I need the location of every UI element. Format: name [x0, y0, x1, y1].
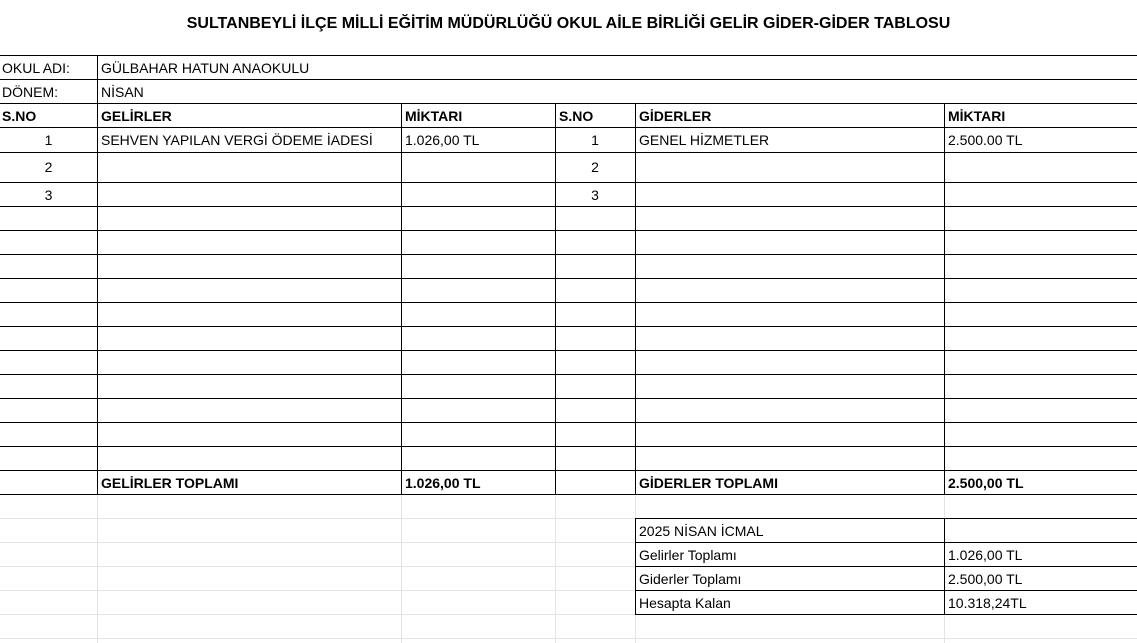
row-1-expense-amount[interactable]: 2.500.00 TL — [948, 132, 1023, 148]
row-2-no[interactable]: 2 — [44, 159, 53, 175]
header-expense-amount: MİKTARI — [948, 108, 1006, 124]
school-label: OKUL ADI: — [2, 60, 70, 76]
header-income: GELİRLER — [101, 108, 172, 124]
table-border — [0, 398, 1137, 399]
table-border — [0, 79, 1137, 80]
table-border — [0, 127, 1137, 128]
summary-income-value[interactable]: 1.026,00 TL — [948, 547, 1023, 563]
summary-balance-label: Hesapta Kalan — [639, 595, 731, 611]
table-border — [0, 350, 1137, 351]
header-expense: GİDERLER — [639, 108, 712, 124]
table-border — [0, 103, 1137, 104]
summary-border — [635, 614, 1137, 615]
page-title: SULTANBEYLİ İLÇE MİLLİ EĞİTİM MÜDÜRLÜĞÜ OKUL AİLE BİRLİĞİ GELİR GİDER-GİDER TABLOSU — [186, 15, 951, 32]
table-border — [0, 470, 1137, 471]
row-3-no[interactable]: 3 — [44, 187, 53, 203]
gridline — [0, 638, 1137, 639]
summary-balance-value[interactable]: 10.318,24TL — [948, 595, 1027, 611]
income-total-label: GELİRLER TOPLAMI — [101, 475, 239, 491]
header-sno: S.NO — [2, 108, 37, 124]
table-border — [97, 103, 98, 494]
table-border — [0, 374, 1137, 375]
table-border — [97, 55, 98, 103]
summary-border — [635, 566, 1137, 567]
table-border — [0, 55, 1137, 56]
school-name[interactable]: GÜLBAHAR HATUN ANAOKULU — [101, 60, 310, 76]
table-border — [0, 152, 1137, 153]
table-border — [944, 103, 945, 494]
gridline — [97, 494, 98, 643]
summary-expense-value[interactable]: 2.500,00 TL — [948, 571, 1023, 587]
period-label: DÖNEM: — [2, 84, 58, 100]
gridline — [555, 494, 556, 643]
row-1-no[interactable]: 1 — [44, 132, 53, 148]
header-income-amount: MİKTARI — [405, 108, 463, 124]
row-3-no-expense[interactable]: 3 — [591, 187, 599, 203]
expense-total-label: GİDERLER TOPLAMI — [639, 475, 778, 491]
table-border — [0, 422, 1137, 423]
row-2-no-expense[interactable]: 2 — [591, 159, 599, 175]
table-border — [0, 206, 1137, 207]
gridline — [401, 494, 402, 643]
summary-title: 2025 NİSAN İCMAL — [639, 523, 764, 539]
row-1-income[interactable]: SEHVEN YAPILAN VERGİ ÖDEME İADESİ — [101, 132, 373, 148]
table-border — [0, 326, 1137, 327]
row-1-no-expense[interactable]: 1 — [591, 132, 599, 148]
table-border — [0, 446, 1137, 447]
summary-income-label: Gelirler Toplamı — [639, 547, 737, 563]
header-sno-expense: S.NO — [559, 108, 594, 124]
expense-total-value[interactable]: 2.500,00 TL — [948, 475, 1024, 491]
table-border — [0, 182, 1137, 183]
table-border — [0, 494, 1137, 495]
row-1-income-amount[interactable]: 1.026,00 TL — [405, 132, 480, 148]
table-border — [0, 302, 1137, 303]
table-border — [0, 278, 1137, 279]
summary-border — [944, 518, 945, 615]
income-total-value[interactable]: 1.026,00 TL — [405, 475, 481, 491]
summary-border — [635, 542, 1137, 543]
summary-border — [635, 518, 1137, 519]
table-border — [0, 254, 1137, 255]
table-border — [0, 230, 1137, 231]
summary-expense-label: Giderler Toplamı — [639, 571, 742, 587]
table-border — [401, 103, 402, 494]
period-value[interactable]: NİSAN — [101, 84, 144, 100]
table-border — [635, 103, 636, 494]
summary-border — [635, 590, 1137, 591]
row-1-expense[interactable]: GENEL HİZMETLER — [639, 132, 770, 148]
summary-border — [635, 518, 636, 615]
